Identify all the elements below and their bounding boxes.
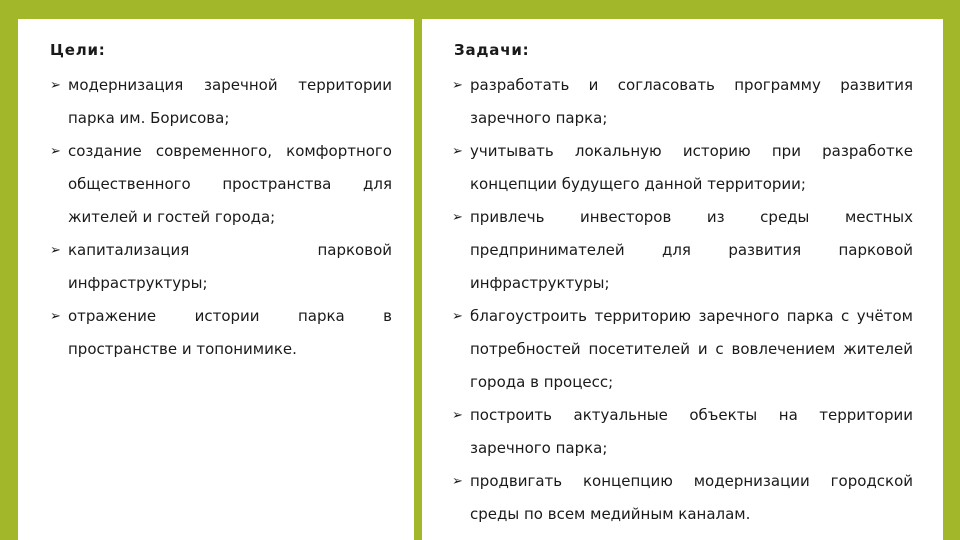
tasks-list	[452, 69, 913, 531]
goal-item	[50, 135, 392, 234]
task-item	[452, 465, 913, 531]
goal-text: модернизация заречной территории парка им. Борисова;	[68, 76, 392, 127]
goal-item	[50, 300, 392, 366]
goal-text: отражение истории парка в пространстве и топонимике.	[68, 307, 392, 358]
goals-list	[50, 69, 392, 366]
arrow-bullet-icon: ➢	[50, 78, 61, 93]
task-text: учитывать локальную историю при разработке концепции будущего данной территории;	[470, 142, 913, 193]
arrow-bullet-icon: ➢	[452, 210, 463, 225]
task-item	[452, 135, 913, 201]
tasks-heading: Задачи:	[454, 41, 530, 59]
arrow-bullet-icon: ➢	[452, 408, 463, 423]
arrow-bullet-icon: ➢	[50, 309, 61, 324]
goals-panel	[18, 19, 414, 540]
arrow-bullet-icon: ➢	[452, 78, 463, 93]
task-text: построить актуальные объекты на территории заречного парка;	[470, 406, 913, 457]
arrow-bullet-icon: ➢	[50, 243, 61, 258]
goal-item	[50, 69, 392, 135]
task-text: привлечь инвесторов из среды местных предпринимателей для развития парковой инфраструктуры;	[470, 208, 913, 292]
goal-text: создание современного, комфортного общественного пространства для жителей и гостей города;	[68, 142, 392, 226]
task-item	[452, 300, 913, 399]
goals-heading: Цели:	[50, 41, 106, 59]
task-item	[452, 399, 913, 465]
goal-text: капитализация парковой инфраструктуры;	[68, 241, 392, 292]
arrow-bullet-icon: ➢	[452, 474, 463, 489]
arrow-bullet-icon: ➢	[452, 144, 463, 159]
arrow-bullet-icon: ➢	[50, 144, 61, 159]
goal-item	[50, 234, 392, 300]
task-text: разработать и согласовать программу развития заречного парка;	[470, 76, 913, 127]
task-text: благоустроить территорию заречного парка с учётом потребностей посетителей и с вовлечением жителей города в процесс;	[470, 307, 913, 391]
tasks-panel	[422, 19, 943, 540]
task-item	[452, 201, 913, 300]
arrow-bullet-icon: ➢	[452, 309, 463, 324]
task-item	[452, 69, 913, 135]
task-text: продвигать концепцию модернизации городской среды по всем медийным каналам.	[470, 472, 913, 523]
